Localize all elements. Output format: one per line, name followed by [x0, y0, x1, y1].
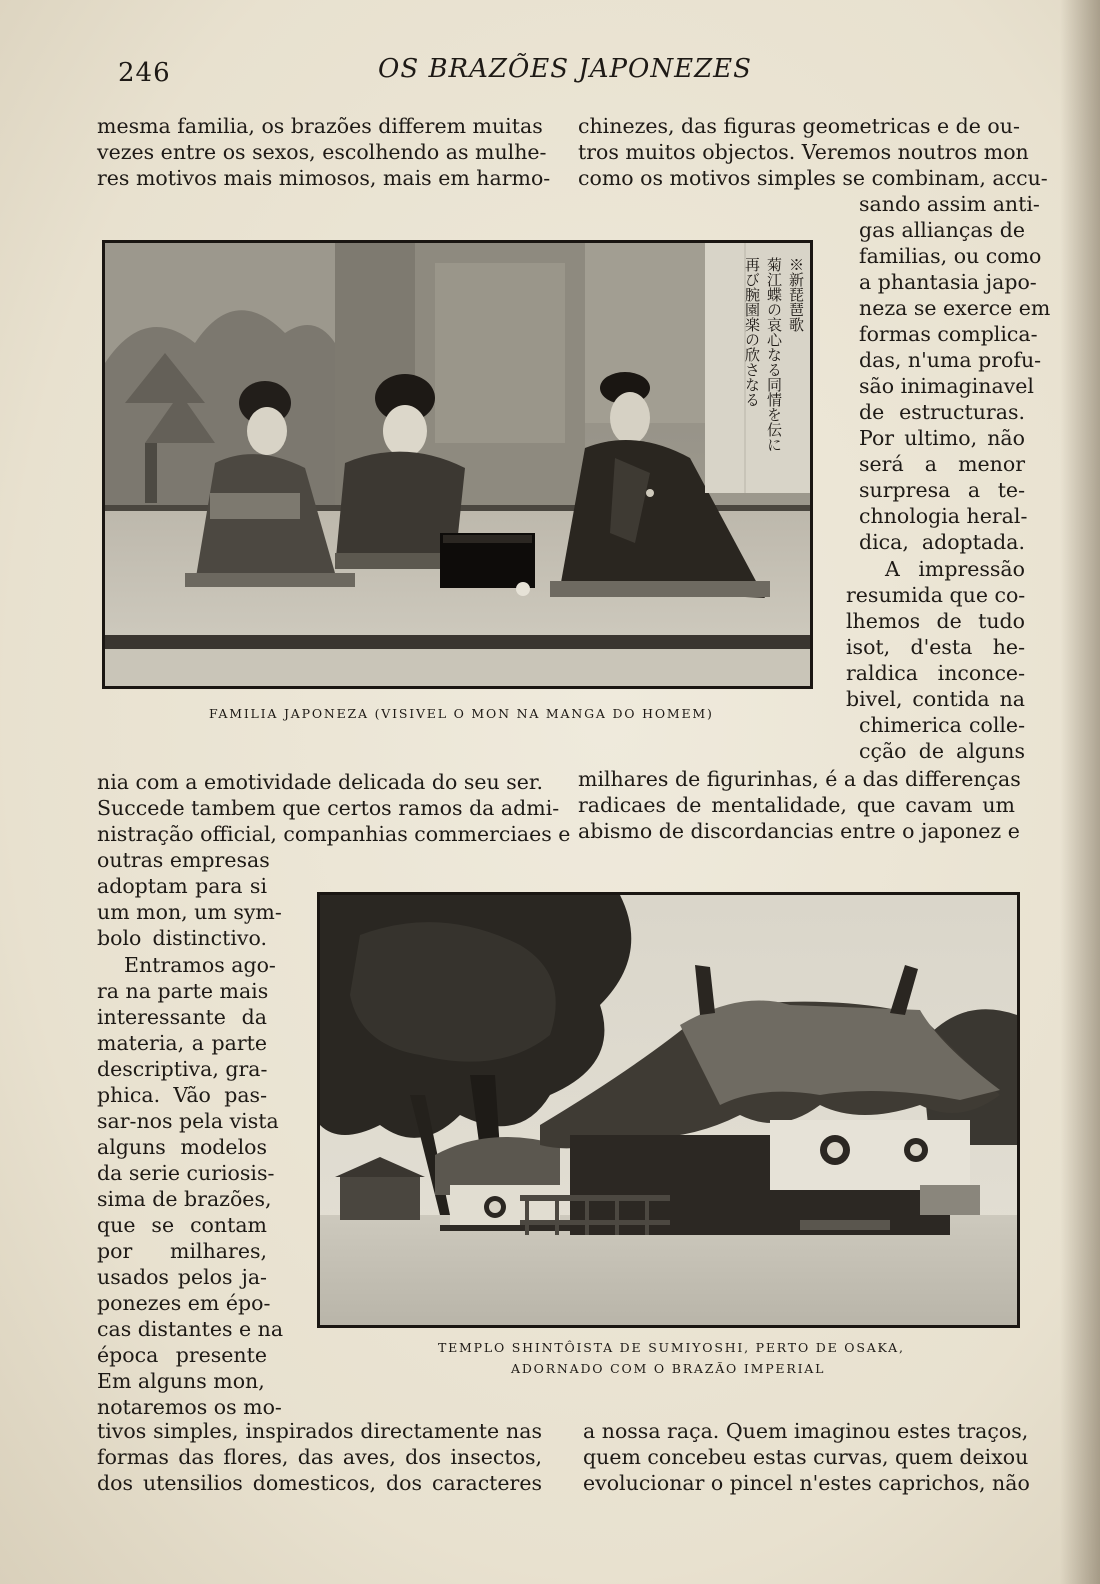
text-line: surpresa a te- — [859, 478, 1025, 502]
text-line: outras empresas — [97, 848, 270, 872]
text-line: como os motivos simples se combinam, accu- — [578, 166, 1048, 190]
text-line: materia, a parte — [97, 1031, 267, 1055]
text-line: das, n'uma profu- — [859, 348, 1042, 372]
text-line: da serie curiosis- — [97, 1161, 275, 1185]
text-line: neza se exerce em — [859, 296, 1051, 320]
text-line: a phantasia japo- — [859, 270, 1037, 294]
text-line: adoptam para si — [97, 874, 267, 898]
text-line: raldica inconce- — [846, 661, 1025, 685]
text-line: cas distantes e na — [97, 1317, 284, 1341]
text-line: sando assim anti- — [859, 192, 1040, 216]
text-line: dica, adoptada. — [859, 530, 1025, 554]
running-title: OS BRAZÕES JAPONEZES — [378, 54, 752, 84]
text-line: chnologia heral- — [859, 504, 1028, 528]
text-line: chinezes, das figuras geometricas e de ou- — [578, 114, 1020, 138]
text-line: Por ultimo, não — [859, 426, 1025, 450]
text-line: phica. Vão pas- — [97, 1083, 267, 1107]
text-line: abismo de discordancias entre o japonez e — [578, 819, 1020, 843]
text-line: milhares de figurinhas, é a das differenças — [578, 767, 1021, 791]
figure-caption: FAMILIA JAPONEZA (VISIVEL O MON NA MANGA DO HOMEM) — [209, 706, 714, 721]
text-line: res motivos mais mimosos, mais em harmo- — [97, 166, 551, 190]
text-line: vezes entre os sexos, escolhendo as mulhe- — [97, 140, 547, 164]
text-line: interessante da — [97, 1005, 267, 1029]
text-line: por milhares, — [97, 1239, 267, 1263]
text-line: familias, ou como — [859, 244, 1042, 268]
text-line: usados pelos ja- — [97, 1265, 267, 1289]
figure-caption-line-2: ADORNADO COM O BRAZÃO IMPERIAL — [511, 1361, 826, 1376]
text-line: A impressão — [885, 557, 1025, 581]
text-line: tivos simples, inspirados directamente nas — [97, 1419, 542, 1443]
text-line: será a menor — [859, 452, 1025, 476]
text-line: resumida que co- — [846, 583, 1026, 607]
text-line: a nossa raça. Quem imaginou estes traços, — [583, 1419, 1029, 1443]
text-line: que se contam — [97, 1213, 267, 1237]
text-line: mesma familia, os brazões differem muitas — [97, 114, 543, 138]
text-line: sima de brazões, — [97, 1187, 272, 1211]
text-line: tros muitos objectos. Veremos noutros mon — [578, 140, 1029, 164]
scroll-text-line: ※新琵琶歌 — [787, 257, 805, 332]
text-line: nistração official, companhias commerciaes e — [97, 822, 571, 846]
text-line: dos utensilios domesticos, dos caracteres — [97, 1471, 542, 1495]
text-line: um mon, um sym- — [97, 900, 282, 924]
text-line: Succede tambem que certos ramos da admi- — [97, 796, 560, 820]
scroll-text-line: 再び腕園楽の欣さなる — [743, 257, 761, 407]
photo-japanese-family — [102, 240, 813, 689]
figure-caption-line-1: TEMPLO SHINTÔISTA DE SUMIYOSHI, PERTO DE OSAKA, — [438, 1340, 905, 1355]
text-line: Entramos ago- — [124, 953, 276, 977]
text-line: notaremos os mo- — [97, 1395, 282, 1419]
text-line: ra na parte mais — [97, 979, 269, 1003]
text-line: quem concebeu estas curvas, quem deixou — [583, 1445, 1029, 1469]
text-line: bivel, contida na — [846, 687, 1025, 711]
text-line: isot, d'esta he- — [846, 635, 1025, 659]
page-number: 246 — [118, 58, 171, 88]
text-line: descriptiva, gra- — [97, 1057, 268, 1081]
text-line: Em alguns mon, — [97, 1369, 265, 1393]
text-line: são inimaginavel — [859, 374, 1034, 398]
text-line: cção de alguns — [859, 739, 1025, 763]
scroll-text-line: 菊江蝶の哀心なる同情を伝に — [765, 257, 783, 452]
text-line: de estructuras. — [859, 400, 1025, 424]
text-line: época presente — [97, 1343, 267, 1367]
text-line: chimerica colle- — [859, 713, 1025, 737]
text-line: nia com a emotividade delicada do seu ser. — [97, 770, 543, 794]
text-line: evolucionar o pincel n'estes caprichos, não — [583, 1471, 1030, 1495]
scroll-inscription — [713, 257, 805, 487]
text-line: ponezes em épo- — [97, 1291, 271, 1315]
text-line: bolo distinctivo. — [97, 926, 267, 950]
text-line: alguns modelos — [97, 1135, 267, 1159]
photo-sumiyoshi-temple — [317, 892, 1020, 1328]
text-line: lhemos de tudo — [846, 609, 1025, 633]
text-line: radicaes de mentalidade, que cavam um — [578, 793, 1015, 817]
text-line: sar-nos pela vista — [97, 1109, 279, 1133]
text-line: formas das flores, das aves, dos insectos, — [97, 1445, 542, 1469]
text-line: gas allianças de — [859, 218, 1025, 242]
book-spine-shadow — [1060, 0, 1100, 1584]
text-line: formas complica- — [859, 322, 1038, 346]
